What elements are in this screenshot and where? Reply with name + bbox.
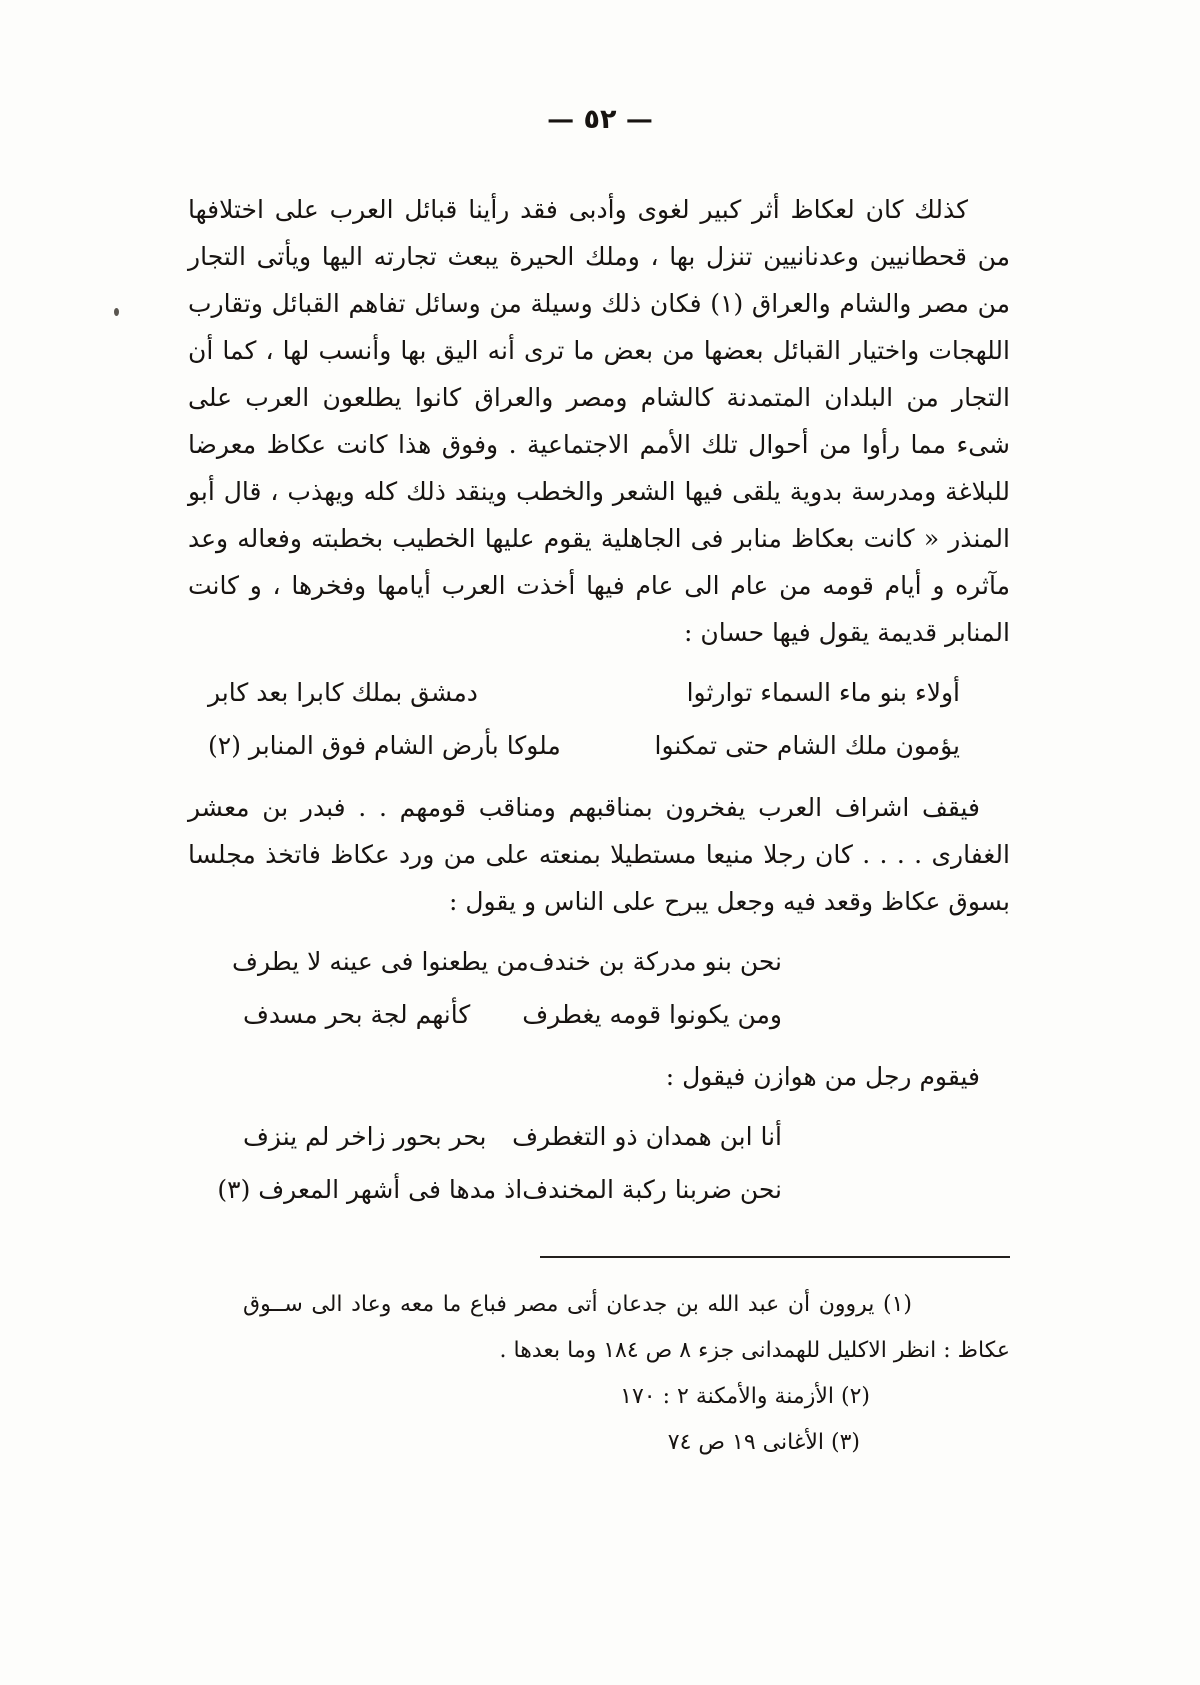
page-number: — ٥٢ —: [547, 104, 653, 135]
footnote-2: (٢) الأزمنة والأمكنة ٢ : ١٧٠: [620, 1384, 870, 1409]
footnote-3: (٣) الأغانى ١٩ ص ٧٤: [667, 1430, 860, 1455]
verse-line: [217, 1163, 782, 1216]
hemistich-right: نحن ضربنا ركبة المخندف: [522, 1175, 782, 1204]
hemistich-left: ملوكا بأرض الشام فوق المنابر (٢): [208, 731, 561, 760]
poem-khindif: [188, 935, 1010, 1041]
body-text: [188, 186, 1010, 1466]
paragraph-hawazin: فيقوم رجل من هوازن فيقول :: [665, 1062, 980, 1091]
verse-line: [208, 719, 960, 772]
paragraph-intro: كذلك كان لعكاظ أثر كبير لغوى وأدبى فقد رأينا قبائل العرب على اختلافها من قحطانيين وعدنانيين تنزل بها ، وملك الحيرة يبعث تجارته اليها ويأتى التجار من مصر والشام والعراق (١) فكان ذلك وسيلة من وسائل تفاهم القبائل وتقارب اللهجات واختيار القبائل بعضها من بعض ما ترى أنه اليق بها وأنسب لها ، كما أن التجار من البلدان المتمدنة كالشام ومصر والعراق كانوا يطلعون العرب على شىء مما رأوا من أحوال تلك الأمم الاجتماعية . وفوق هذا كانت عكاظ معرضا للبلاغة ومدرسة بدوية يلقى فيها الشعر والخطب وينقد ذلك كله ويهذب ، قال أبو المنذر « كانت بعكاظ منابر فى الجاهلية يقوم عليها الخطيب بخطبته وفعاله وعد مآثره و أيام قومه من عام الى عام فيها أخذت العرب أيامها وفخرها ، و كانت المنابر قديمة يقول فيها حسان :: [188, 195, 1010, 647]
footnotes-section: [188, 1282, 1010, 1466]
verse-line: [243, 988, 782, 1041]
verse-line: [243, 1110, 782, 1163]
footnote-divider: [540, 1256, 1010, 1258]
hemistich-left: من يطعنوا فى عينه لا يطرف: [232, 947, 529, 976]
hemistich-left: دمشق بملك كابرا بعد كابر: [208, 678, 478, 707]
hemistich-right: ومن يكونوا قومه يغطرف: [522, 1000, 782, 1029]
hemistich-left: اذ مدها فى أشهر المعرف (٣): [217, 1175, 523, 1204]
footnote-1: (١) يروون أن عبد الله بن جدعان أتى مصر فباع ما معه وعاد الى ســوق عكاظ : انظر الاكليل للهمدانى جزء ٨ ص ١٨٤ وما بعدها .: [243, 1292, 1010, 1363]
hemistich-right: أولاء بنو ماء السماء توارثوا: [686, 678, 960, 707]
hemistich-right: نحن بنو مدركة بن خندف: [528, 947, 782, 976]
scan-speck: [114, 308, 119, 316]
poem-hawazin-reply: [188, 1110, 1010, 1216]
hemistich-left: كأنهم لجة بحر مسدف: [243, 1000, 471, 1029]
verse-line: [208, 666, 960, 719]
hemistich-right: يؤمون ملك الشام حتى تمكنوا: [654, 731, 960, 760]
hemistich-left: بحر بحور زاخر لم ينزف: [243, 1122, 487, 1151]
poem-hassan: [188, 666, 1010, 772]
paragraph-badr: فيقف اشراف العرب يفخرون بمناقبهم ومناقب قومهم . . فبدر بن معشر الغفارى . . . . كان رجلا منيعا مستطيلا بمنعته على من ورد عكاظ فاتخذ مجلسا بسوق عكاظ وقعد فيه وجعل يبرح على الناس و يقول :: [188, 793, 1010, 916]
hemistich-right: أنا ابن همدان ذو التغطرف: [512, 1122, 782, 1151]
verse-line: [232, 935, 782, 988]
